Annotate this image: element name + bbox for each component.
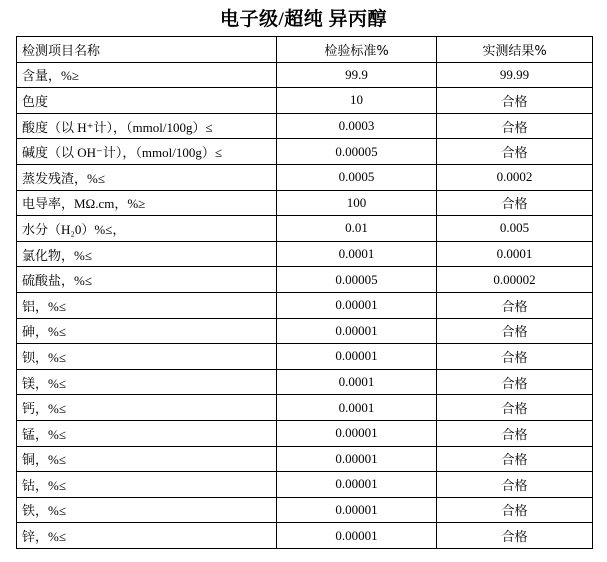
row-result-value: 合格	[437, 523, 593, 549]
row-result-value: 99.99	[437, 62, 593, 88]
row-standard-value: 0.00001	[277, 318, 437, 344]
row-standard-value: 0.00001	[277, 472, 437, 498]
table-row	[17, 344, 593, 370]
specification-table	[16, 36, 593, 549]
row-standard-value: 0.00005	[277, 267, 437, 293]
row-item-name: 砷，%≤	[17, 318, 277, 344]
row-item-name: 铜，%≤	[17, 446, 277, 472]
table-row	[17, 139, 593, 165]
row-standard-value: 0.00001	[277, 292, 437, 318]
row-item-name: 酸度（以 H⁺计），（mmol/100g）≤	[17, 113, 277, 139]
row-standard-value: 10	[277, 88, 437, 114]
row-item-name: 碱度（以 OH⁻计），（mmol/100g）≤	[17, 139, 277, 165]
row-result-value: 0.00002	[437, 267, 593, 293]
table-row	[17, 318, 593, 344]
row-standard-value: 0.00005	[277, 139, 437, 165]
row-standard-value: 0.0001	[277, 241, 437, 267]
row-item-name: 电导率，MΩ.cm，%≥	[17, 190, 277, 216]
header-standard: 检验标准%	[277, 37, 437, 63]
table-row	[17, 241, 593, 267]
row-standard-value: 0.0001	[277, 369, 437, 395]
row-standard-value: 100	[277, 190, 437, 216]
table-row	[17, 395, 593, 421]
row-item-name: 锰，%≤	[17, 420, 277, 446]
row-item-name: 镁，%≤	[17, 369, 277, 395]
table-row	[17, 113, 593, 139]
row-item-name: 氯化物，%≤	[17, 241, 277, 267]
row-result-value: 合格	[437, 318, 593, 344]
table-row	[17, 420, 593, 446]
row-result-value: 合格	[437, 139, 593, 165]
row-result-value: 0.0001	[437, 241, 593, 267]
row-result-value: 合格	[437, 292, 593, 318]
row-result-value: 合格	[437, 190, 593, 216]
table-row	[17, 62, 593, 88]
row-standard-value: 0.0005	[277, 164, 437, 190]
row-item-name: 水分（H₂0）%≤，	[17, 216, 277, 242]
row-result-value: 合格	[437, 113, 593, 139]
table-row	[17, 292, 593, 318]
table-row	[17, 369, 593, 395]
header-item-name: 检测项目名称	[17, 37, 277, 63]
table-row	[17, 497, 593, 523]
row-item-name: 铁，%≤	[17, 497, 277, 523]
row-result-value: 合格	[437, 497, 593, 523]
row-result-value: 合格	[437, 369, 593, 395]
row-item-name: 锌，%≤	[17, 523, 277, 549]
table-row	[17, 472, 593, 498]
row-standard-value: 0.0003	[277, 113, 437, 139]
row-result-value: 合格	[437, 446, 593, 472]
row-result-value: 合格	[437, 395, 593, 421]
table-row	[17, 446, 593, 472]
table-row	[17, 267, 593, 293]
row-result-value: 合格	[437, 88, 593, 114]
header-result: 实测结果%	[437, 37, 593, 63]
table-row	[17, 164, 593, 190]
row-standard-value: 0.00001	[277, 497, 437, 523]
row-standard-value: 0.01	[277, 216, 437, 242]
table-row	[17, 523, 593, 549]
table-row	[17, 190, 593, 216]
document-title: 电子级/超纯 异丙醇	[219, 9, 388, 30]
row-standard-value: 0.00001	[277, 420, 437, 446]
row-result-value: 合格	[437, 344, 593, 370]
row-item-name: 蒸发残渣，%≤	[17, 164, 277, 190]
row-standard-value: 99.9	[277, 62, 437, 88]
table-header-row	[17, 37, 593, 63]
row-result-value: 0.005	[437, 216, 593, 242]
row-standard-value: 0.0001	[277, 395, 437, 421]
row-item-name: 铝，%≤	[17, 292, 277, 318]
row-item-name: 钴，%≤	[17, 472, 277, 498]
table-row	[17, 216, 593, 242]
row-result-value: 合格	[437, 472, 593, 498]
row-standard-value: 0.00001	[277, 344, 437, 370]
row-item-name: 含量，%≥	[17, 62, 277, 88]
row-standard-value: 0.00001	[277, 446, 437, 472]
row-result-value: 0.0002	[437, 164, 593, 190]
row-item-name: 色度	[17, 88, 277, 114]
row-item-name: 钙，%≤	[17, 395, 277, 421]
table-row	[17, 88, 593, 114]
row-standard-value: 0.00001	[277, 523, 437, 549]
row-item-name: 硫酸盐，%≤	[17, 267, 277, 293]
row-result-value: 合格	[437, 420, 593, 446]
row-item-name: 钡，%≤	[17, 344, 277, 370]
